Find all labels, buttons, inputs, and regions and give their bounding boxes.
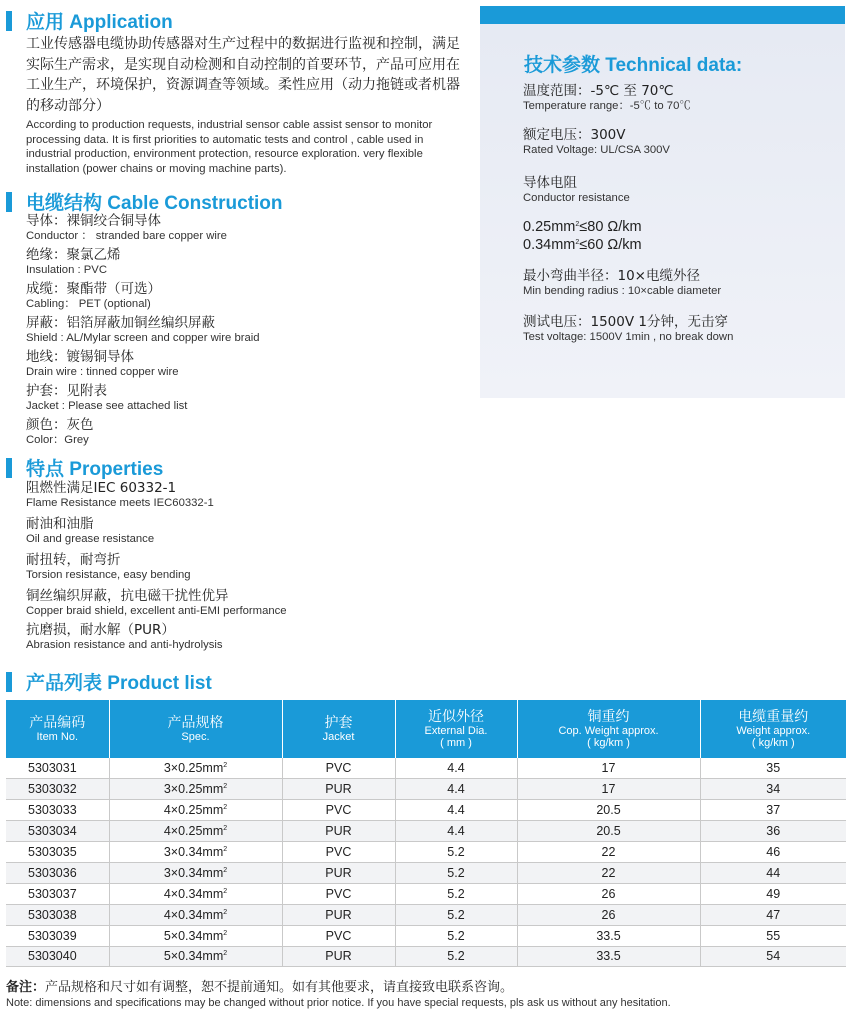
cell-cu-weight: 33.5 bbox=[517, 925, 700, 946]
item-en: Jacket : Please see attached list bbox=[26, 400, 188, 412]
construction-item-color bbox=[26, 417, 94, 447]
item-cn: 最小弯曲半径：10×电缆外径 bbox=[523, 268, 700, 284]
product-list-heading bbox=[6, 668, 212, 695]
construction-item-cabling bbox=[26, 281, 161, 311]
cell-item-no: 5303039 bbox=[6, 925, 109, 946]
cell-item-no: 5303040 bbox=[6, 946, 109, 967]
table-row bbox=[6, 862, 846, 883]
cell-dia: 5.2 bbox=[395, 862, 517, 883]
cell-spec: $3\times 0.25mm^2$ bbox=[109, 779, 282, 800]
tech-item-resistance bbox=[523, 175, 642, 253]
application-text-en: According to production requests, industrial sensor cable assist sensor to monitor processing data. It is first priorities to automatic tests and control , cable used in industrial production, environment protection, resource exploration. very flexible installation (power chains or moving machine parts). bbox=[26, 119, 433, 175]
item-cn: 耐扭转，耐弯折 bbox=[26, 552, 121, 568]
cell-jacket: PVC bbox=[282, 842, 395, 863]
table-row bbox=[6, 904, 846, 925]
cell-weight: 44 bbox=[700, 862, 846, 883]
item-cn: 抗磨损，耐水解（PUR） bbox=[26, 622, 175, 638]
cell-cu-weight: 26 bbox=[517, 883, 700, 904]
heading-accent-bar bbox=[6, 458, 12, 478]
cell-jacket: PVC bbox=[282, 883, 395, 904]
cell-spec: $4\times 0.25mm^2$ bbox=[109, 821, 282, 842]
heading-accent-bar bbox=[6, 11, 12, 31]
technical-title: 技术参数 Technical data: bbox=[524, 55, 743, 76]
cell-jacket: PUR bbox=[282, 946, 395, 967]
tech-item-bending bbox=[523, 268, 721, 298]
note-en: Note: dimensions and specifications may be changed without prior notice. If you have special requests, pls ask us without any hesitation. bbox=[6, 997, 671, 1009]
resistance-value-034: $0.34mm^2\le 60$ Ω/km bbox=[523, 237, 642, 253]
cell-dia: 5.2 bbox=[395, 904, 517, 925]
item-cn: 屏蔽：铝箔屏蔽加铜丝编织屏蔽 bbox=[26, 315, 215, 331]
cell-item-no: 5303032 bbox=[6, 779, 109, 800]
property-item-oil bbox=[26, 516, 154, 546]
cell-weight: 47 bbox=[700, 904, 846, 925]
table-row bbox=[6, 925, 846, 946]
cell-dia: 5.2 bbox=[395, 883, 517, 904]
header-spec: 产品规格 Spec. bbox=[109, 700, 282, 758]
item-cn: 导体电阻 bbox=[523, 175, 577, 191]
header-jacket: 护套 Jacket bbox=[282, 700, 395, 758]
item-cn: 颜色：灰色 bbox=[26, 417, 94, 433]
cell-dia: 5.2 bbox=[395, 946, 517, 967]
cell-spec: $5\times 0.34mm^2$ bbox=[109, 925, 282, 946]
construction-item-jacket bbox=[26, 383, 187, 413]
table-row bbox=[6, 842, 846, 863]
item-en: Drain wire : tinned copper wire bbox=[26, 366, 179, 378]
item-en: Insulation : PVC bbox=[26, 264, 108, 276]
item-en: Conductor ： stranded bare copper wire bbox=[26, 230, 227, 242]
cell-cu-weight: 17 bbox=[517, 779, 700, 800]
item-cn: 成缆：聚酯带（可选） bbox=[26, 281, 161, 297]
cell-item-no: 5303031 bbox=[6, 758, 109, 779]
header-item-no: 产品编码 Item No. bbox=[6, 700, 109, 758]
item-cn: 护套：见附表 bbox=[26, 383, 107, 399]
item-en: Abrasion resistance and anti-hydrolysis bbox=[26, 639, 223, 651]
properties-title: 特点 Properties bbox=[26, 459, 164, 480]
table-row bbox=[6, 800, 846, 821]
product-list-title: 产品列表 Product list bbox=[26, 673, 212, 694]
property-item-torsion bbox=[26, 552, 191, 582]
cell-item-no: 5303033 bbox=[6, 800, 109, 821]
property-item-flame bbox=[26, 480, 214, 510]
note-text-cn: 产品规格和尺寸如有调整，恕不提前通知。如有其他要求，请直接致电联系咨询。 bbox=[45, 980, 514, 995]
cell-cu-weight: 26 bbox=[517, 904, 700, 925]
cell-spec: $4\times 0.34mm^2$ bbox=[109, 904, 282, 925]
cell-cu-weight: 20.5 bbox=[517, 821, 700, 842]
heading-accent-bar bbox=[6, 672, 12, 692]
item-cn: 测试电压：1500V 1分钟，无击穿 bbox=[523, 314, 728, 330]
product-table bbox=[6, 700, 846, 967]
cell-cu-weight: 20.5 bbox=[517, 800, 700, 821]
cell-weight: 55 bbox=[700, 925, 846, 946]
resistance-value-025: $0.25mm^2\le 80$ Ω/km bbox=[523, 219, 642, 235]
note-label: 备注： bbox=[6, 980, 46, 995]
item-en: Cabling： PET (optional) bbox=[26, 298, 151, 310]
construction-item-conductor bbox=[26, 213, 227, 243]
cell-weight: 49 bbox=[700, 883, 846, 904]
cell-cu-weight: 22 bbox=[517, 862, 700, 883]
table-row bbox=[6, 758, 846, 779]
cell-jacket: PVC bbox=[282, 800, 395, 821]
cell-dia: 4.4 bbox=[395, 758, 517, 779]
cell-jacket: PVC bbox=[282, 925, 395, 946]
cell-jacket: PVC bbox=[282, 758, 395, 779]
item-en: Conductor resistance bbox=[523, 192, 630, 204]
cell-dia: 4.4 bbox=[395, 821, 517, 842]
item-cn: 温度范围：-5℃ 至 70℃ bbox=[523, 83, 674, 99]
tech-item-temperature bbox=[523, 83, 691, 113]
property-item-braid bbox=[26, 588, 287, 618]
cell-jacket: PUR bbox=[282, 904, 395, 925]
cell-cu-weight: 33.5 bbox=[517, 946, 700, 967]
item-en: Shield : AL/Mylar screen and copper wire braid bbox=[26, 332, 260, 344]
item-cn: 导体：裸铜绞合铜导体 bbox=[26, 213, 161, 229]
item-cn: 额定电压：300V bbox=[523, 127, 626, 143]
item-en: Min bending radius : 10×cable diameter bbox=[523, 285, 722, 297]
item-en: Temperature range：-5℃ to 70℃ bbox=[523, 100, 691, 112]
cell-spec: $3\times 0.34mm^2$ bbox=[109, 842, 282, 863]
cell-jacket: PUR bbox=[282, 821, 395, 842]
cell-weight: 37 bbox=[700, 800, 846, 821]
item-en: Copper braid shield, excellent anti-EMI performance bbox=[26, 605, 287, 617]
cell-weight: 54 bbox=[700, 946, 846, 967]
cell-item-no: 5303034 bbox=[6, 821, 109, 842]
item-cn: 阻燃性满足IEC 60332-1 bbox=[26, 480, 177, 496]
cell-weight: 35 bbox=[700, 758, 846, 779]
construction-title: 电缆结构 Cable Construction bbox=[26, 193, 283, 214]
cell-spec: $3\times 0.25mm^2$ bbox=[109, 758, 282, 779]
application-text-cn: 工业传感器电缆协助传感器对生产过程中的数据进行监视和控制，满足实际生产需求，是实现自动检测和自动控制的首要环节，产品可应用在工业生产，环境保护，资源调查等领域。柔性应用（动力拖链或者机器的移动部分） bbox=[26, 36, 460, 114]
cell-item-no: 5303037 bbox=[6, 883, 109, 904]
cell-item-no: 5303036 bbox=[6, 862, 109, 883]
application-heading bbox=[6, 7, 173, 34]
application-title: 应用 Application bbox=[26, 12, 173, 33]
cell-jacket: PUR bbox=[282, 779, 395, 800]
item-cn: 地线：镀锡铜导体 bbox=[26, 349, 134, 365]
cell-spec: $3\times 0.34mm^2$ bbox=[109, 862, 282, 883]
cell-dia: 4.4 bbox=[395, 800, 517, 821]
cell-dia: 5.2 bbox=[395, 925, 517, 946]
header-copper-weight: 铜重约 Cop. Weight approx. ( kg/km ) bbox=[517, 700, 700, 758]
cell-dia: 4.4 bbox=[395, 779, 517, 800]
application-body bbox=[26, 34, 466, 176]
tech-item-voltage bbox=[523, 127, 670, 157]
cell-jacket: PUR bbox=[282, 862, 395, 883]
cell-spec: $4\times 0.34mm^2$ bbox=[109, 883, 282, 904]
properties-heading bbox=[6, 454, 163, 481]
item-cn: 耐油和油脂 bbox=[26, 516, 94, 532]
technical-data-panel bbox=[480, 6, 845, 398]
item-cn: 铜丝编织屏蔽，抗电磁干扰性优异 bbox=[26, 588, 229, 604]
cell-cu-weight: 17 bbox=[517, 758, 700, 779]
construction-heading bbox=[6, 188, 283, 215]
cell-cu-weight: 22 bbox=[517, 842, 700, 863]
property-item-abrasion bbox=[26, 622, 223, 652]
cell-item-no: 5303035 bbox=[6, 842, 109, 863]
note-cn bbox=[6, 976, 513, 995]
header-external-dia: 近似外径 External Dia. ( mm ) bbox=[395, 700, 517, 758]
header-cable-weight: 电缆重量约 Weight approx. ( kg/km ) bbox=[700, 700, 846, 758]
heading-accent-bar bbox=[6, 192, 12, 212]
item-en: Flame Resistance meets IEC60332-1 bbox=[26, 497, 214, 509]
item-en: Torsion resistance, easy bending bbox=[26, 569, 191, 581]
item-en: Oil and grease resistance bbox=[26, 533, 155, 545]
item-en: Color：Grey bbox=[26, 434, 89, 446]
tech-item-test-voltage bbox=[523, 314, 733, 344]
item-en: Test voltage: 1500V 1min , no break down bbox=[523, 331, 734, 343]
table-row bbox=[6, 779, 846, 800]
cell-spec: $5\times 0.34mm^2$ bbox=[109, 946, 282, 967]
table-row bbox=[6, 883, 846, 904]
cell-item-no: 5303038 bbox=[6, 904, 109, 925]
construction-item-insulation bbox=[26, 247, 121, 277]
cell-spec: $4\times 0.25mm^2$ bbox=[109, 800, 282, 821]
table-row bbox=[6, 821, 846, 842]
item-en: Rated Voltage: UL/CSA 300V bbox=[523, 144, 670, 156]
construction-item-shield bbox=[26, 315, 260, 345]
cell-weight: 46 bbox=[700, 842, 846, 863]
cell-weight: 34 bbox=[700, 779, 846, 800]
table-row bbox=[6, 946, 846, 967]
cell-dia: 5.2 bbox=[395, 842, 517, 863]
construction-item-drain bbox=[26, 349, 179, 379]
item-cn: 绝缘：聚氯乙烯 bbox=[26, 247, 121, 263]
table-header-row bbox=[6, 700, 846, 758]
cell-weight: 36 bbox=[700, 821, 846, 842]
